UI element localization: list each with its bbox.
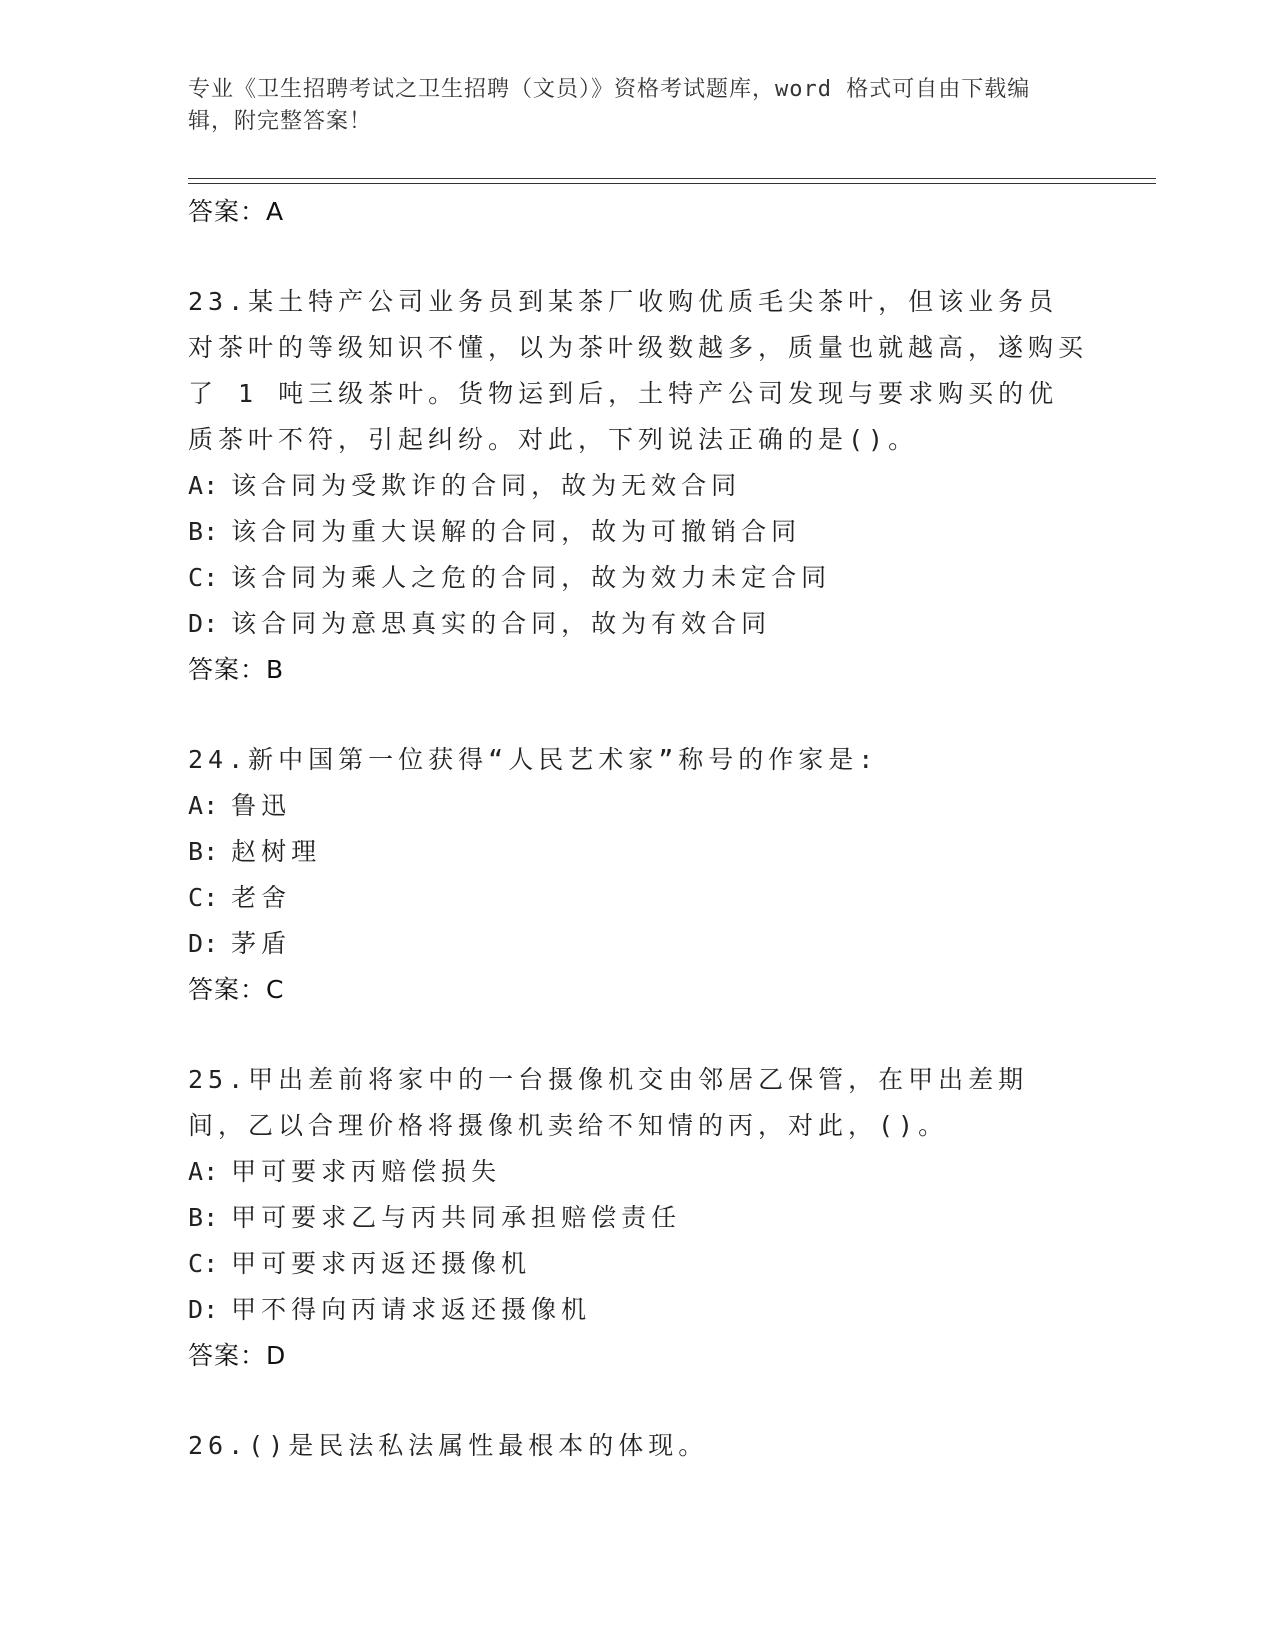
option-letter: C	[188, 563, 204, 592]
option-letter: B	[188, 837, 204, 866]
option-text: 该合同为意思真实的合同，故为有效合同	[231, 609, 772, 638]
option-letter: A	[188, 1157, 204, 1186]
option-a	[188, 783, 1088, 829]
question-stem: 25.甲出差前将家中的一台摄像机交由邻居乙保管，在甲出差期间，乙以合理价格将摄像机卖给不知情的丙，对此，()。	[188, 1065, 1029, 1140]
question-stem: 23.某土特产公司业务员到某茶厂收购优质毛尖茶叶，但该业务员对茶叶的等级知识不懂，以为茶叶级数越多，质量也就越高，遂购买了 1 吨三级茶叶。货物运到后，土特产公司发现与要求购买的优质茶叶不符，引起纠纷。对此，下列说法正确的是()。	[188, 287, 1089, 454]
option-separator: :	[203, 609, 219, 638]
option-text: 鲁迅	[231, 791, 292, 820]
spacer	[188, 1013, 1088, 1057]
option-text: 甲不得向丙请求返还摄像机	[231, 1295, 592, 1324]
option-separator: :	[203, 1157, 219, 1186]
answer-line: 答案：D	[188, 1341, 287, 1370]
option-text: 该合同为受欺诈的合同，故为无效合同	[231, 471, 742, 500]
option-text: 该合同为重大误解的合同，故为可撤销合同	[231, 517, 802, 546]
option-separator: :	[203, 517, 219, 546]
option-letter: D	[188, 1295, 204, 1324]
option-letter: C	[188, 883, 204, 912]
option-separator: :	[203, 791, 219, 820]
option-letter: A	[188, 471, 204, 500]
option-letter: D	[188, 929, 204, 958]
question-list	[188, 189, 1088, 1469]
option-c	[188, 1241, 1088, 1287]
question-stem: 26.()是民法私法属性最根本的体现。	[188, 1431, 709, 1460]
option-text: 老舍	[231, 883, 292, 912]
option-separator: :	[203, 837, 219, 866]
answer-line: 答案：B	[188, 655, 285, 684]
option-separator: :	[203, 1203, 219, 1232]
option-c	[188, 875, 1088, 921]
option-text: 茅盾	[231, 929, 292, 958]
question-stem: 24.新中国第一位获得“人民艺术家”称号的作家是:	[188, 745, 879, 774]
header-divider-bottom	[188, 183, 1156, 184]
option-d	[188, 1287, 1088, 1333]
option-separator: :	[203, 1249, 219, 1278]
option-separator: :	[203, 883, 219, 912]
option-letter: D	[188, 609, 204, 638]
header-divider-top	[188, 178, 1156, 179]
option-text: 甲可要求乙与丙共同承担赔偿责任	[231, 1203, 682, 1232]
answer-line: 答案：C	[188, 975, 285, 1004]
option-d	[188, 921, 1088, 967]
option-b	[188, 509, 1088, 555]
spacer	[188, 235, 1088, 279]
option-c	[188, 555, 1088, 601]
spacer	[188, 1379, 1088, 1423]
option-a	[188, 463, 1088, 509]
option-separator: :	[203, 929, 219, 958]
spacer	[188, 693, 1088, 737]
option-text: 赵树理	[231, 837, 322, 866]
option-letter: B	[188, 517, 204, 546]
option-letter: B	[188, 1203, 204, 1232]
option-letter: A	[188, 791, 204, 820]
option-text: 该合同为乘人之危的合同，故为效力未定合同	[231, 563, 832, 592]
option-b	[188, 829, 1088, 875]
option-text: 甲可要求丙返还摄像机	[231, 1249, 532, 1278]
option-b	[188, 1195, 1088, 1241]
option-separator: :	[203, 1295, 219, 1324]
answer-line: 答案：A	[188, 197, 285, 226]
option-separator: :	[203, 563, 219, 592]
option-a	[188, 1149, 1088, 1195]
option-separator: :	[203, 471, 219, 500]
document-header: 专业《卫生招聘考试之卫生招聘（文员）》资格考试题库，word 格式可自由下载编辑，附完整答案！	[188, 77, 1031, 134]
option-letter: C	[188, 1249, 204, 1278]
option-d	[188, 601, 1088, 647]
option-text: 甲可要求丙赔偿损失	[231, 1157, 502, 1186]
